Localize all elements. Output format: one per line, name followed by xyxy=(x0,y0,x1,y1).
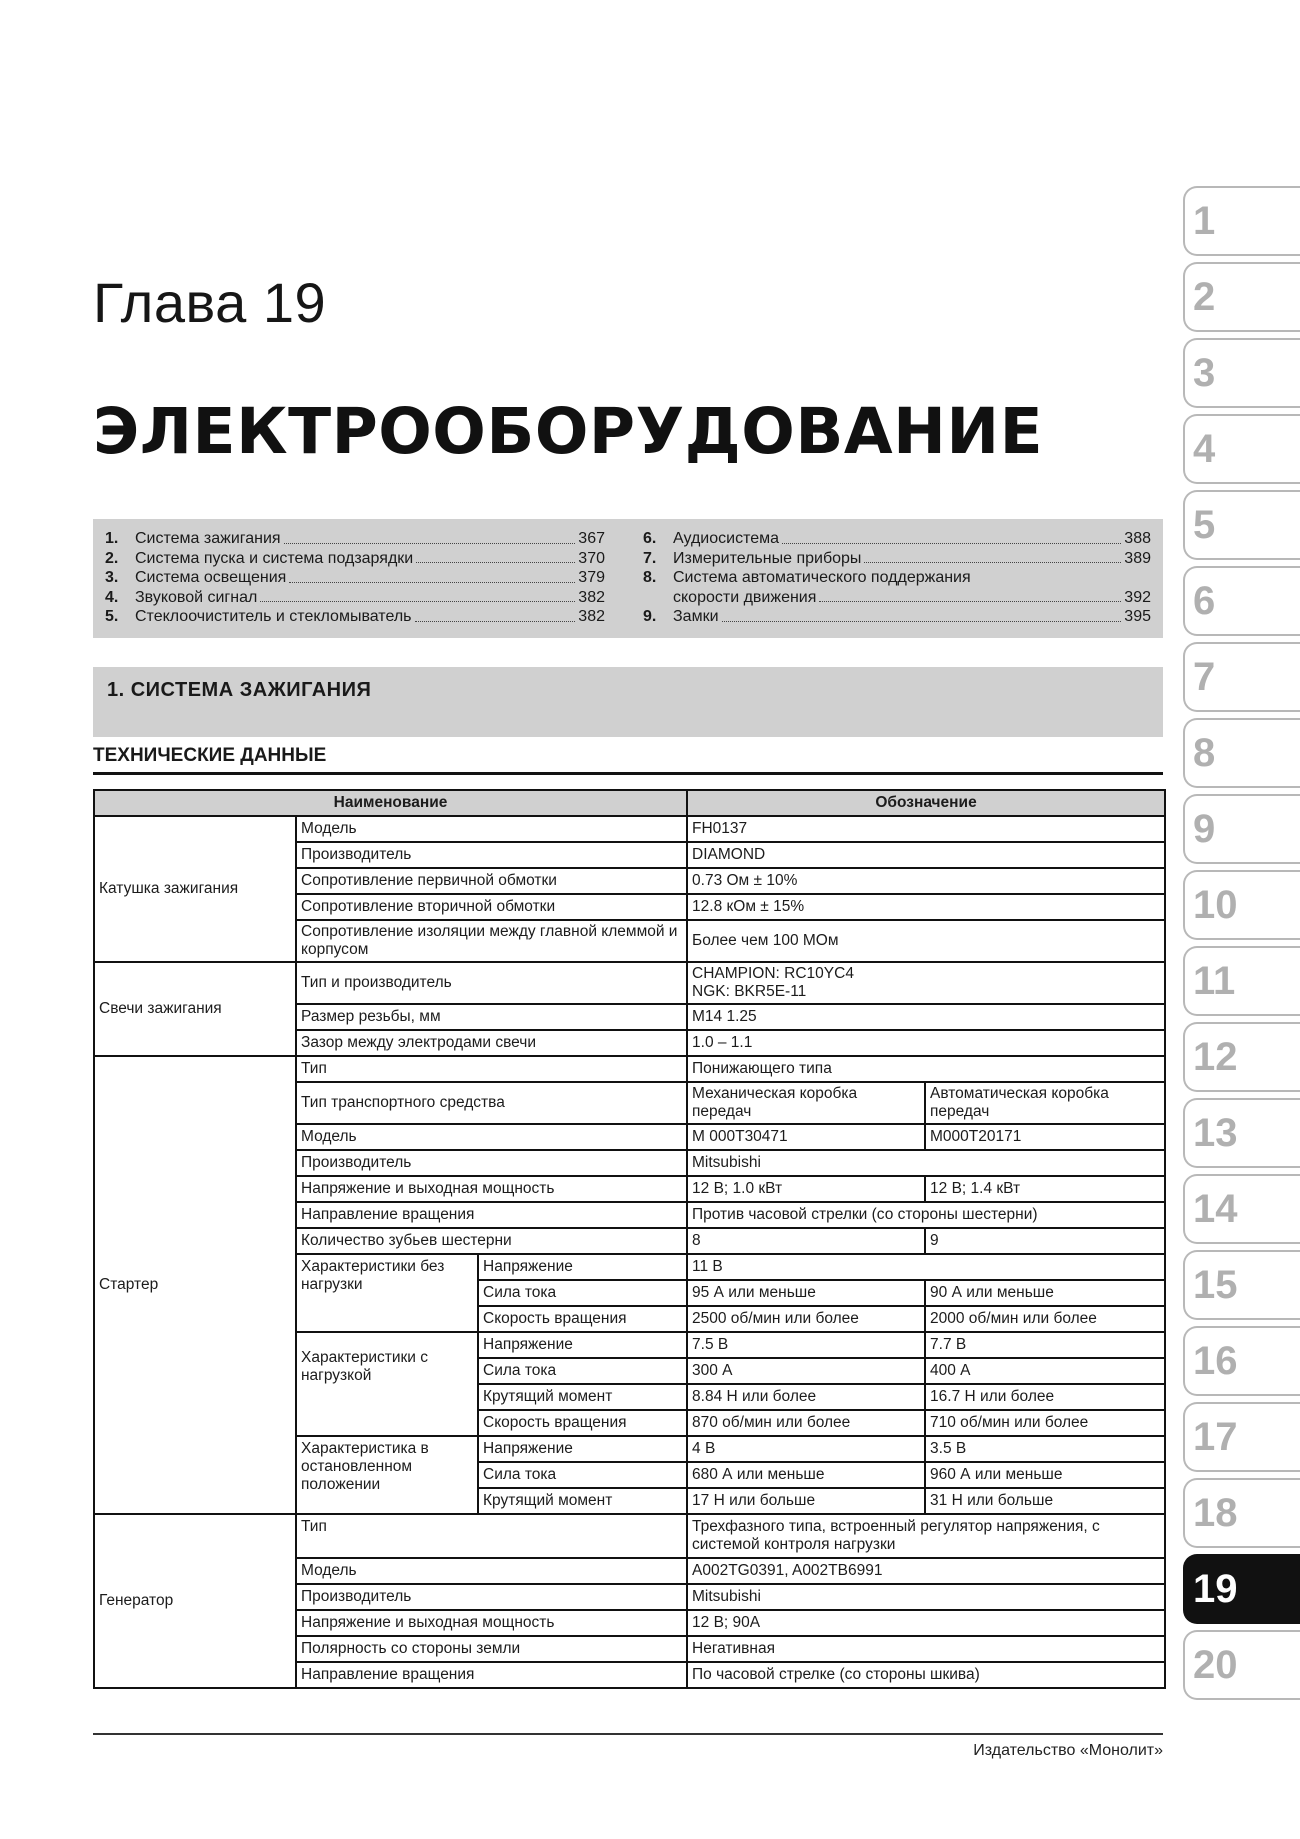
toc-page: 395 xyxy=(1124,608,1151,625)
param-name: Направление вращения xyxy=(296,1662,687,1688)
param-name: Сила тока xyxy=(478,1280,687,1306)
param-name: Тип и производитель xyxy=(296,962,687,1004)
toc-leader xyxy=(782,543,1121,544)
spec-table xyxy=(93,789,1166,1689)
toc-item[interactable] xyxy=(105,529,605,549)
param-name: Модель xyxy=(296,1558,687,1584)
param-value-at: 2000 об/мин или более xyxy=(925,1306,1165,1332)
toc-item[interactable] xyxy=(643,607,1151,627)
param-name: Производитель xyxy=(296,1150,687,1176)
toc-num: 7. xyxy=(643,549,657,567)
param-value-mt: 12 В; 1.0 кВт xyxy=(687,1176,925,1202)
chapter-tab[interactable]: 14 xyxy=(1183,1174,1300,1244)
chapter-tab[interactable]: 17 xyxy=(1183,1402,1300,1472)
chapter-tab[interactable]: 9 xyxy=(1183,794,1300,864)
param-value-at: 3.5 В xyxy=(925,1436,1165,1462)
param-name: Сопротивление первичной обмотки xyxy=(296,868,687,894)
chapter-label: Глава 19 xyxy=(93,271,327,334)
param-value: Mitsubishi xyxy=(687,1584,1165,1610)
param-name: Тип xyxy=(296,1514,687,1558)
chapter-tab[interactable]: 15 xyxy=(1183,1250,1300,1320)
toc-item[interactable] xyxy=(643,549,1151,569)
toc-page: 370 xyxy=(578,549,605,567)
toc-item-continuation[interactable] xyxy=(643,588,1151,608)
param-value-mt: 680 А или меньше xyxy=(687,1462,925,1488)
toc-item[interactable] xyxy=(105,588,605,608)
chapter-tab[interactable]: 10 xyxy=(1183,870,1300,940)
param-value-mt: 8 xyxy=(687,1228,925,1254)
param-value-at: Автоматическая коробка передач xyxy=(925,1082,1165,1124)
param-value-at: 7.7 В xyxy=(925,1332,1165,1358)
toc-text: Замки xyxy=(673,608,719,625)
param-value-mt: 17 Н или больше xyxy=(687,1488,925,1514)
chapter-tab[interactable]: 2 xyxy=(1183,262,1300,332)
param-value xyxy=(687,962,1165,1004)
param-value-mt: 2500 об/мин или более xyxy=(687,1306,925,1332)
param-value-at: 960 А или меньше xyxy=(925,1462,1165,1488)
param-value-mt: 7.5 В xyxy=(687,1332,925,1358)
param-name: Производитель xyxy=(296,842,687,868)
group-plugs: Свечи зажигания xyxy=(94,962,296,1056)
header-name: Наименование xyxy=(94,790,687,816)
param-value: FH0137 xyxy=(687,816,1165,842)
toc-num: 1. xyxy=(105,530,119,547)
chapter-tab[interactable]: 16 xyxy=(1183,1326,1300,1396)
table-row xyxy=(94,816,1165,842)
toc-text: Звуковой сигнал xyxy=(135,588,258,606)
chapter-tab[interactable]: 6 xyxy=(1183,566,1300,636)
header-value: Обозначение xyxy=(687,790,1165,816)
toc-num: 2. xyxy=(105,549,119,567)
section-subtitle: ТЕХНИЧЕСКИЕ ДАННЫЕ xyxy=(93,745,1163,775)
toc-text: скорости движения xyxy=(673,588,817,606)
section-header xyxy=(93,667,1163,737)
param-value-at: 400 А xyxy=(925,1358,1165,1384)
param-name: Крутящий момент xyxy=(478,1488,687,1514)
param-value: По часовой стрелке (со стороны шкива) xyxy=(687,1662,1165,1688)
toc-page: 367 xyxy=(578,530,605,547)
group-alternator: Генератор xyxy=(94,1514,296,1688)
subgroup-noload: Характеристики без нагрузки xyxy=(296,1254,478,1332)
toc-leader xyxy=(289,582,575,583)
toc-item[interactable] xyxy=(105,607,605,627)
toc-text: Стеклоочиститель и стекломыватель xyxy=(135,608,412,625)
section-title: 1. СИСТЕМА ЗАЖИГАНИЯ xyxy=(107,679,372,701)
param-value-mt: 4 В xyxy=(687,1436,925,1462)
chapter-tab[interactable]: 3 xyxy=(1183,338,1300,408)
toc-text: Система пуска и система подзарядки xyxy=(135,549,414,567)
chapter-tab[interactable]: 4 xyxy=(1183,414,1300,484)
param-name: Сила тока xyxy=(478,1462,687,1488)
chapter-tab[interactable]: 18 xyxy=(1183,1478,1300,1548)
param-value-at: 9 xyxy=(925,1228,1165,1254)
table-row xyxy=(94,1056,1165,1082)
toc-leader xyxy=(415,621,576,622)
chapter-title: ЭЛЕКТРООБОРУДОВАНИЕ xyxy=(93,395,1044,468)
param-name: Напряжение и выходная мощность xyxy=(296,1176,687,1202)
param-name: Тип транспортного средства xyxy=(296,1082,687,1124)
param-value: Трехфазного типа, встроенный регулятор напряжения, с системой контроля нагрузки xyxy=(687,1514,1165,1558)
param-name: Сила тока xyxy=(478,1358,687,1384)
toc-item[interactable] xyxy=(643,568,1151,588)
chapter-tab[interactable]: 8 xyxy=(1183,718,1300,788)
toc-text: Аудиосистема xyxy=(673,530,780,547)
param-value: 0.73 Ом ± 10% xyxy=(687,868,1165,894)
param-name: Напряжение xyxy=(478,1436,687,1462)
param-value: 1.0 – 1.1 xyxy=(687,1030,1165,1056)
param-value-mt: 870 об/мин или более xyxy=(687,1410,925,1436)
param-name: Полярность со стороны земли xyxy=(296,1636,687,1662)
value-line: CHAMPION: RC10YC4 xyxy=(692,965,854,982)
param-name: Напряжение xyxy=(478,1254,687,1280)
toc-num: 4. xyxy=(105,588,119,606)
chapter-tab[interactable]: 11 xyxy=(1183,946,1300,1016)
chapter-tab[interactable]: 20 xyxy=(1183,1630,1300,1700)
param-value-at: 12 В; 1.4 кВт xyxy=(925,1176,1165,1202)
toc-column-right xyxy=(643,529,1151,627)
toc-leader xyxy=(260,601,575,602)
toc-column-left xyxy=(105,529,605,627)
param-value-mt: M 000T30471 xyxy=(687,1124,925,1150)
param-value: Mitsubishi xyxy=(687,1150,1165,1176)
toc-item[interactable] xyxy=(105,568,605,588)
param-name: Сопротивление вторичной обмотки xyxy=(296,894,687,920)
table-header-row xyxy=(94,790,1165,816)
param-value: Против часовой стрелки (со стороны шестерни) xyxy=(687,1202,1165,1228)
param-value-mt: 8.84 Н или более xyxy=(687,1384,925,1410)
param-name: Количество зубьев шестерни xyxy=(296,1228,687,1254)
toc-text: Система автоматического поддержания xyxy=(673,569,971,586)
table-of-contents xyxy=(93,519,1163,638)
table-row xyxy=(94,1514,1165,1558)
toc-leader xyxy=(819,601,1121,602)
value-line: NGK: BKR5E-11 xyxy=(692,983,807,1000)
param-name: Скорость вращения xyxy=(478,1306,687,1332)
subgroup-load: Характеристики с нагрузкой xyxy=(296,1332,478,1436)
toc-page: 388 xyxy=(1124,530,1151,547)
toc-num: 8. xyxy=(643,569,657,586)
chapter-tab[interactable]: 1 xyxy=(1183,186,1300,256)
toc-num: 6. xyxy=(643,530,657,547)
param-value: A002TG0391, A002TB6991 xyxy=(687,1558,1165,1584)
group-starter: Стартер xyxy=(94,1056,296,1514)
toc-text: Система освещения xyxy=(135,569,287,586)
chapter-tab-active[interactable]: 19 xyxy=(1183,1554,1300,1624)
footer-publisher: Издательство «Монолит» xyxy=(973,1742,1163,1759)
param-value-mt: Механическая коробка передач xyxy=(687,1082,925,1124)
chapter-tab[interactable]: 7 xyxy=(1183,642,1300,712)
param-name: Модель xyxy=(296,816,687,842)
param-value-at: M000T20171 xyxy=(925,1124,1165,1150)
toc-item[interactable] xyxy=(105,549,605,569)
param-name: Скорость вращения xyxy=(478,1410,687,1436)
param-value-at: 31 Н или больше xyxy=(925,1488,1165,1514)
param-name: Сопротивление изоляции между главной клеммой и корпусом xyxy=(296,920,687,962)
param-value: Негативная xyxy=(687,1636,1165,1662)
chapter-tab[interactable]: 5 xyxy=(1183,490,1300,560)
toc-num: 5. xyxy=(105,608,119,625)
group-coil: Катушка зажигания xyxy=(94,816,296,962)
toc-text: Система зажигания xyxy=(135,530,281,547)
param-value: M14 1.25 xyxy=(687,1004,1165,1030)
table-row xyxy=(94,962,1165,1004)
toc-leader xyxy=(864,562,1121,563)
toc-page: 382 xyxy=(578,588,605,606)
chapter-tab[interactable]: 12 xyxy=(1183,1022,1300,1092)
toc-page: 379 xyxy=(578,569,605,586)
toc-page: 382 xyxy=(578,608,605,625)
toc-text: Измерительные приборы xyxy=(673,549,862,567)
chapter-tab[interactable]: 13 xyxy=(1183,1098,1300,1168)
param-name: Напряжение xyxy=(478,1332,687,1358)
param-name: Тип xyxy=(296,1056,687,1082)
toc-leader xyxy=(416,562,575,563)
param-name: Производитель xyxy=(296,1584,687,1610)
toc-num: 9. xyxy=(643,608,657,625)
subgroup-stall: Характеристика в остановленном положении xyxy=(296,1436,478,1514)
param-value: Понижающего типа xyxy=(687,1056,1165,1082)
toc-num: 3. xyxy=(105,569,119,586)
toc-page: 392 xyxy=(1124,588,1151,606)
toc-leader xyxy=(284,543,576,544)
param-name: Направление вращения xyxy=(296,1202,687,1228)
param-value: 12.8 кОм ± 15% xyxy=(687,894,1165,920)
param-name: Модель xyxy=(296,1124,687,1150)
param-value-at: 710 об/мин или более xyxy=(925,1410,1165,1436)
toc-page: 389 xyxy=(1124,549,1151,567)
toc-leader xyxy=(722,621,1122,622)
toc-item[interactable] xyxy=(643,529,1151,549)
param-value: 12 В; 90А xyxy=(687,1610,1165,1636)
param-value-at: 90 А или меньше xyxy=(925,1280,1165,1306)
param-value: Более чем 100 МОм xyxy=(687,920,1165,962)
param-value-mt: 95 А или меньше xyxy=(687,1280,925,1306)
param-value-mt: 300 А xyxy=(687,1358,925,1384)
param-name: Зазор между электродами свечи xyxy=(296,1030,687,1056)
param-name: Крутящий момент xyxy=(478,1384,687,1410)
param-value: DIAMOND xyxy=(687,842,1165,868)
param-name: Размер резьбы, мм xyxy=(296,1004,687,1030)
footer-divider xyxy=(93,1733,1163,1735)
param-name: Напряжение и выходная мощность xyxy=(296,1610,687,1636)
param-value: 11 В xyxy=(687,1254,1165,1280)
param-value-at: 16.7 Н или более xyxy=(925,1384,1165,1410)
